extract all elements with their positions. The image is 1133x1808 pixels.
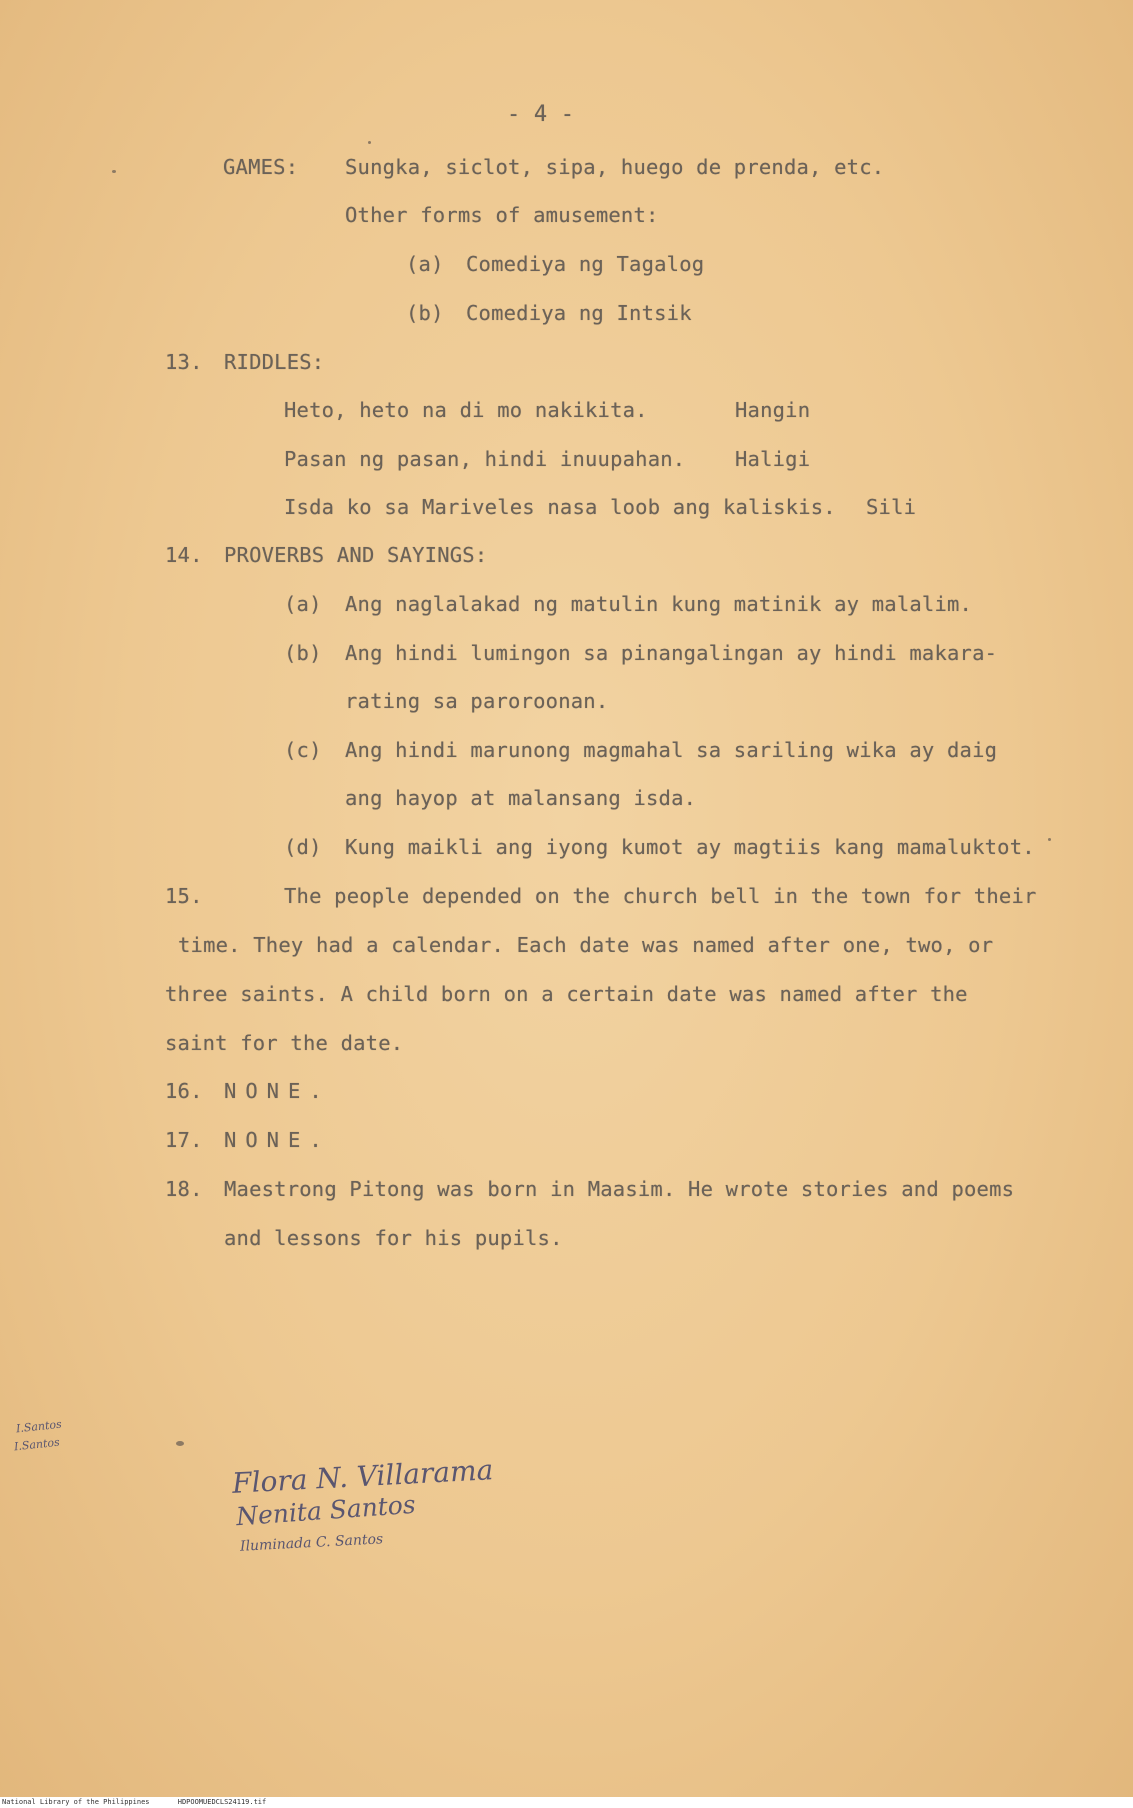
amusement-b-text: Comediya ng Intsik xyxy=(466,301,692,325)
ink-speck xyxy=(1048,838,1051,841)
ink-speck xyxy=(112,170,116,173)
item-15-line-1: The people depended on the church bell in the town for their xyxy=(284,884,1037,908)
item-16-number: 16. xyxy=(165,1079,203,1103)
signature-iluminada: Iluminada C. Santos xyxy=(239,1531,384,1555)
amusement-b-marker: (b) xyxy=(406,301,444,325)
amusement-a-marker: (a) xyxy=(406,252,444,276)
margin-initials-1: I.Santos xyxy=(15,1417,63,1436)
item-18-number: 18. xyxy=(165,1177,203,1201)
proverb-b-marker: (b) xyxy=(284,641,322,665)
item-18-line-2: and lessons for his pupils. xyxy=(224,1226,563,1250)
item-16-text: NONE. xyxy=(224,1079,331,1103)
proverb-b-line-2: rating sa paroroonan. xyxy=(345,689,609,713)
ink-speck xyxy=(368,141,371,144)
riddle-1-answer: Hangin xyxy=(735,398,811,422)
item-15-line-4: saint for the date. xyxy=(165,1031,404,1055)
archive-footer xyxy=(0,1797,1133,1808)
games-list: Sungka, siclot, sipa, huego de prenda, etc. xyxy=(345,155,885,179)
proverb-a-marker: (a) xyxy=(284,592,322,616)
page-number: - 4 - xyxy=(507,102,575,127)
proverb-b-line-1: Ang hindi lumingon sa pinangalingan ay hindi makara- xyxy=(345,641,998,665)
riddle-2-answer: Haligi xyxy=(735,447,811,471)
footer-archive-name: National Library of the Philippines xyxy=(2,1798,150,1806)
item-13-number: 13. xyxy=(165,350,203,374)
proverb-c-line-1: Ang hindi marunong magmahal sa sariling wika ay daig xyxy=(345,738,998,762)
item-14-number: 14. xyxy=(165,543,203,567)
item-15-line-3: three saints. A child born on a certain date was named after the xyxy=(165,982,968,1006)
signature-nenita: Nenita Santos xyxy=(235,1489,417,1532)
item-17-number: 17. xyxy=(165,1128,203,1152)
proverb-d-line-1: Kung maikli ang iyong kumot ay magtiis kang mamaluktot. xyxy=(345,835,1035,859)
item-15-line-2: time. They had a calendar. Each date was named after one, two, or xyxy=(178,933,994,957)
proverb-c-marker: (c) xyxy=(284,738,322,762)
margin-initials-2: I.Santos xyxy=(13,1435,61,1454)
games-label: GAMES: xyxy=(223,155,299,179)
proverbs-label: PROVERBS AND SAYINGS: xyxy=(224,543,488,567)
riddle-1-text: Heto, heto na di mo nakikita. xyxy=(284,398,648,422)
item-15-number: 15. xyxy=(165,884,203,908)
riddle-3-text: Isda ko sa Mariveles nasa loob ang kaliskis. xyxy=(284,495,836,519)
footer-file-name: HDPOOMUEDCLS24119.tif xyxy=(177,1798,267,1806)
proverb-c-line-2: ang hayop at malansang isda. xyxy=(345,786,697,810)
item-18-line-1: Maestrong Pitong was born in Maasim. He wrote stories and poems xyxy=(224,1177,1015,1201)
other-amusement-heading: Other forms of amusement: xyxy=(345,203,659,227)
amusement-a-text: Comediya ng Tagalog xyxy=(466,252,705,276)
signature-flora: Flora N. Villarama xyxy=(231,1453,495,1500)
proverb-d-marker: (d) xyxy=(284,835,322,859)
riddles-label: RIDDLES: xyxy=(224,350,325,374)
riddle-2-text: Pasan ng pasan, hindi inuupahan. xyxy=(284,447,686,471)
ink-speck xyxy=(176,1441,184,1446)
riddle-3-answer: Sili xyxy=(866,495,917,519)
item-17-text: NONE. xyxy=(224,1128,331,1152)
proverb-a-line-1: Ang naglalakad ng matulin kung matinik ay malalim. xyxy=(345,592,973,616)
